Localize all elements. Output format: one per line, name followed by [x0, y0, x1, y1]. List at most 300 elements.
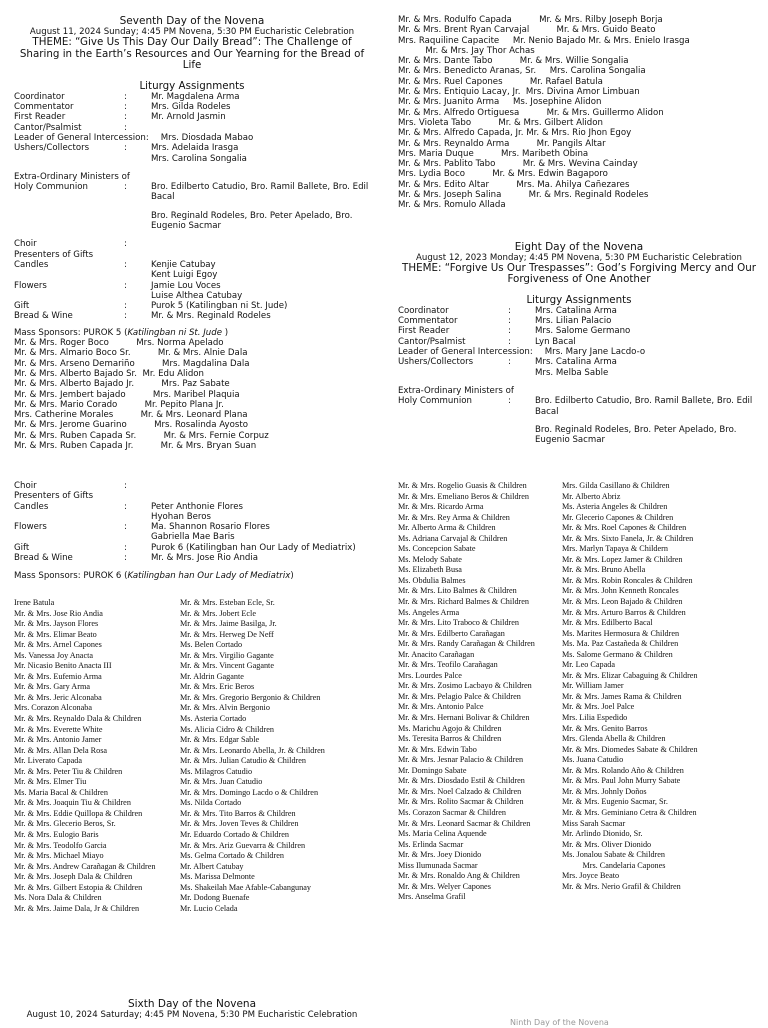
sponsor-item: Mr. & Mrs. Hernani Bolivar & Children [398, 713, 530, 723]
sponsor-item: Mr. & Mrs. Entiquio Lacay, Jr. Mrs. Divina Amor Limbuan [398, 87, 640, 98]
assignment-row [14, 172, 370, 182]
sponsor-item: Mr. & Mrs. Juanito Arma Ms. Josephine Alidon [398, 97, 602, 108]
assignment-colon [124, 532, 151, 542]
assignment-label: Extra-Ordinary Ministers of [14, 171, 130, 182]
assignment-row [398, 347, 760, 357]
sponsor-item: Mrs. Corazon Alconaba [14, 703, 92, 713]
assignment-colon: : [508, 357, 511, 368]
sponsor-item: Mrs. Maria Duque Mrs. Maribeth Obina [398, 148, 589, 159]
sponsor-item: Mr. & Mrs. Edwin Tabo [398, 744, 477, 754]
sponsor-item: Mr. & Mrs. Reynaldo Dala & Children [14, 714, 142, 724]
sponsor-item: Mr. Leo Capada [562, 660, 615, 670]
sponsor-item: Mr. & Mrs. Antonio Jamer [14, 735, 102, 745]
spacer [398, 417, 760, 425]
assignment-value: Kent Luigi Egoy [151, 270, 218, 281]
sponsor-item: Mr. & Mrs. Alberto Bajado Sr. Mr. Edu Alidon [14, 368, 204, 379]
assignment-label: Bread & Wine [14, 553, 73, 564]
assignment-row [14, 301, 370, 311]
sixth-day-title: Sixth Day of the Novena [127, 998, 257, 1010]
assignment-label [14, 512, 124, 522]
sponsor-item: Mr. Liverato Capada [14, 756, 82, 766]
assignment-colon [124, 154, 151, 164]
assignment-label [14, 532, 124, 542]
assignment-label [14, 291, 124, 301]
assignment-colon [93, 250, 120, 260]
sponsor-item: Ms. Belen Cortado [180, 640, 243, 650]
sponsor-item: Mr. & Mrs. Brent Ryan Carvajal Mr. & Mrs. Guido Beato [398, 25, 656, 36]
sponsor-item: Mr. & Mrs. Antonio Palce [398, 702, 484, 712]
sponsor-item: Mr. & Mrs. Welyer Capones [398, 881, 491, 891]
assignment-value: Mr. Arnold Jasmin [151, 112, 226, 123]
assignment-value: Ma. Shannon Rosario Flores [151, 522, 270, 533]
eighth-day-gifts-section [14, 481, 374, 582]
sponsor-item: Mr. & Mrs. Roel Capones & Children [562, 523, 687, 533]
sponsor-item: Mr. & Mrs. Rolito Sacmar & Children [398, 797, 524, 807]
assignment-row [398, 316, 760, 326]
assignment-label: Gift [14, 301, 30, 312]
sponsor-item: Mr. & Mrs. Pablito Tabo Mr. & Mrs. Wevina Cainday [398, 159, 638, 170]
sponsor-item: Mr. & Mrs. Eulogio Baris [14, 830, 99, 840]
sponsor-item: Mr. & Mrs. John Kenneth Roncales [562, 586, 679, 596]
assignment-value: Mrs. Melba Sable [535, 367, 609, 378]
sponsor-item: Mr. & Mrs. Romulo Allada [398, 200, 506, 211]
sponsors-list-left [398, 481, 562, 903]
assignment-value: Mrs. Gilda Rodeles [151, 102, 231, 113]
sixth-day-date: August 10, 2024 Saturday; 4:45 PM Novena, 5:30 PM Eucharistic Celebration [26, 1010, 358, 1020]
sponsor-item: Mr. & Mrs. Elimar Beato [14, 629, 97, 639]
sponsor-item: Mr. Domingo Sabate [398, 765, 467, 775]
assignment-label: Leader of General Intercession: [398, 347, 533, 358]
sponsor-item: Mr. & Mrs. Diomedes Sabate & Children [562, 744, 698, 754]
sponsor-item: Mr. & Mrs. Richard Balmes & Children [398, 597, 529, 607]
assignment-colon [533, 347, 545, 357]
sponsor-item: Mr. Eduardo Cortado & Children [180, 830, 289, 840]
assignment-value: Purok 5 (Katilingban ni St. Jude) [151, 301, 288, 312]
assignment-row [14, 491, 374, 501]
assignment-label: Gift [14, 542, 30, 553]
sponsor-item: Mr. & Mrs. Eugenio Sacmar, Sr. [562, 797, 668, 807]
sponsor-item: Mr. & Mrs. Jaime Basilga, Jr. [180, 619, 277, 629]
sponsor-item: Mr. & Mrs. Juan Catudio [180, 777, 263, 787]
assignment-label [14, 154, 124, 164]
purok6-sponsors-heading: Mass Sponsors: PUROK 6 (Katilingban han Our Lady of Mediatrix) [14, 571, 294, 582]
assignment-label: Holy Communion [14, 182, 88, 193]
assignment-label: Presenters of Gifts [14, 491, 94, 502]
sponsor-item: Mr. & Mrs. Benedicto Aranas, Sr. Mrs. Carolina Songalia [398, 66, 646, 77]
assignment-row [14, 133, 370, 143]
sponsor-item: Mr. & Mrs. Jaime Dala, Jr & Children [14, 903, 140, 913]
sponsor-item: Ms. Corazon Sacmar & Children [398, 807, 507, 817]
sponsor-item: Ms. Vanessa Joy Anacta [14, 650, 93, 660]
assignment-label: Coordinator [14, 91, 65, 102]
assignment-colon: : [124, 280, 127, 291]
assignment-colon: : [124, 112, 127, 123]
assignment-label: First Reader [14, 112, 66, 123]
sponsor-item: Mr. & Mrs. Ruben Capada Sr. Mr. & Mrs. Fernie Corpuz [14, 430, 269, 441]
assignment-value: Mrs. Mary Jane Lacdo-o [544, 347, 646, 358]
sponsor-item: Mr. & Mrs. Lito Balmes & Children [398, 586, 517, 596]
sponsor-item: Mr. & Mrs. Domingo Lacdo o & Children [180, 787, 319, 797]
sponsor-item: Ms. Milagros Catudio [180, 766, 253, 776]
assignment-colon: : [508, 336, 511, 347]
sponsor-item: Mr. & Mrs. Arnel Capones [14, 640, 102, 650]
assignment-value: Mr. Magdalena Arma [151, 91, 240, 102]
sponsor-item: Mr. & Mrs. Jerome Guarino Mrs. Rosalinda Ayosto [14, 420, 248, 431]
purok5-sponsors-heading: Mass Sponsors: PUROK 5 (Katilingban ni St. Jude ) [14, 327, 229, 338]
assignment-row [14, 123, 370, 133]
seventh-day-date: August 11, 2024 Sunday; 4:45 PM Novena, 5:30 PM Eucharistic Celebration [29, 27, 355, 37]
sponsor-item: Mr. & Mrs. Joel Palce [562, 702, 635, 712]
sponsor-item: Ms. Ma. Paz Castañeda & Children [562, 639, 679, 649]
sponsor-item: Mr. & Mrs. Leon Bajado & Children [562, 597, 683, 607]
assignment-label: Flowers [14, 280, 47, 291]
assignment-value: Hyohan Beros [151, 511, 211, 522]
sponsor-item: Mr. & Mrs. Geminiano Cetra & Children [562, 807, 697, 817]
sponsor-item: Mr. & Mrs. Emeliano Beros & Children [398, 491, 529, 501]
seventh-day-liturgy-title: Liturgy Assignments [139, 79, 245, 92]
sponsor-item: Ms. Asteria Angeles & Children [562, 502, 668, 512]
assignment-label [14, 211, 124, 232]
assignment-colon [514, 386, 541, 396]
sponsor-item: Ms. Juana Catudio [562, 755, 624, 765]
sponsor-item: Mr. & Mrs. Mario Corado Mr. Pepito Plana Jr. [14, 399, 224, 410]
assignment-label: Candles [14, 501, 49, 512]
sponsor-item: Ms. Adriana Carvajal & Children [398, 533, 508, 543]
sponsor-item: Mr. & Mrs. Alfredo Ortiguesa Mr. & Mrs. Guillermo Alidon [398, 107, 664, 118]
assignment-row [14, 211, 370, 232]
assignment-colon: : [124, 501, 127, 512]
sponsor-item: Ms. Melody Sabate [398, 554, 462, 564]
sponsor-item: Mrs. Joyce Beato [562, 871, 620, 881]
assignment-colon [124, 512, 151, 522]
assignment-row [14, 112, 370, 122]
assignment-value: Bro. Edilberto Catudio, Bro. Ramil Ballete, Bro. Edil Bacal [535, 396, 753, 417]
sponsor-item: Mrs. Anselma Grafil [398, 892, 466, 902]
sponsor-item: Mr. & Mrs. Nerio Grafil & Children [562, 881, 681, 891]
assignment-colon: : [508, 396, 511, 407]
sixth-day-section [14, 998, 370, 1020]
sponsor-item: Miss Sarah Sacmar [562, 818, 626, 828]
assignment-row [14, 281, 370, 291]
sponsor-item: Mr. & Mrs. Rolando Año & Children [562, 765, 684, 775]
sponsor-item: Mr. & Mrs. Arseno Demariño Mrs. Magdalina Dala [14, 358, 250, 369]
sponsor-item: Ms. Obdulia Balmes [398, 575, 466, 585]
sponsor-item: Mrs. Lilia Espedido [562, 713, 628, 723]
sponsor-item: Mr. & Mrs. Alberto Bajado Jr. Mrs. Paz Sabate [14, 379, 230, 390]
sponsor-item: Mr. & Mrs. Edilberto Carañagan [398, 628, 505, 638]
sponsor-item: Mr. & Mrs. Teodolfo Garcia [14, 840, 107, 850]
sponsor-item: Mr. & Mrs. Bruno Abella [562, 565, 646, 575]
sponsor-item: Mr. & Mrs. Roger Boco Mrs. Norma Apelado [14, 338, 224, 349]
sponsor-item: Mr. & Mrs. Almario Boco Sr. Mr. & Mrs. Alnie Dala [14, 348, 248, 359]
purok6-list-right [180, 598, 380, 914]
assignment-label: Presenters of Gifts [14, 249, 94, 260]
sponsor-item: Ms. Alicia Cidro & Children [180, 724, 274, 734]
sponsor-item: Mr. & Mrs. Herweg De Neff [180, 629, 274, 639]
assignment-value: Lyn Bacal [535, 336, 576, 347]
sponsor-item: Mr. & Mrs. Eufemio Arma [14, 671, 102, 681]
eighth-day-gifts [14, 481, 374, 563]
sponsor-item: Mrs. Gilda Casillano & Children [562, 481, 670, 490]
sponsor-item: Mr. & Mrs. Tito Barros & Children [180, 808, 296, 818]
sponsor-item: Ms. Gelma Cortado & Children [180, 851, 284, 861]
assignment-colon [130, 172, 157, 182]
assignment-colon: : [124, 143, 127, 154]
assignment-label: Leader of General Intercession: [14, 132, 149, 143]
eighth-day-date: August 12, 2023 Monday; 4:45 PM Novena, 5:30 PM Eucharistic Celebration [416, 252, 742, 263]
assignment-row [14, 502, 374, 512]
sponsor-item: Mr. & Mrs. Glecerio Beros, Sr. [14, 819, 116, 829]
sponsors-list-right [562, 481, 762, 892]
assignment-label: Ushers/Collectors [398, 357, 474, 368]
sponsor-item: Ms. Shakeilah Mae Afable-Cabangunay [180, 882, 311, 892]
assignment-value: Kenjie Catubay [151, 259, 216, 270]
purok6-list-left [14, 598, 180, 914]
sponsor-item: Mr. & Mrs. Sixto Fanela, Jr. & Children [562, 533, 694, 543]
assignment-label: Choir [14, 239, 37, 250]
assignment-value: Gabriella Mae Baris [151, 532, 235, 543]
assignment-colon [124, 270, 151, 280]
sponsor-item: Mr. & Mrs. Ronaldo Ang & Children [398, 871, 520, 881]
assignment-colon [508, 425, 535, 446]
sponsor-item: Mr. & Mrs. Michael Miayo [14, 851, 104, 861]
sponsor-item: Mr. & Mrs. James Rama & Children [562, 691, 682, 701]
assignment-row [14, 260, 370, 270]
assignment-label: Candles [14, 259, 49, 270]
sponsor-item: Mr. & Mrs. Alvin Bergonio [180, 703, 270, 713]
assignment-value: Mrs. Carolina Songalia [151, 153, 247, 164]
sponsor-item: Mrs. Catherine Morales Mr. & Mrs. Leonard Plana [14, 410, 248, 421]
sponsor-item: Mrs. Lourdes Palce [398, 670, 462, 680]
sponsor-item: Ms. Nilda Cortado [180, 798, 242, 808]
seventh-day-title: Seventh Day of the Novena [119, 15, 265, 27]
assignment-label: Commentator [398, 316, 458, 327]
assignment-row [14, 481, 374, 491]
assignment-colon: : [124, 311, 127, 322]
sponsor-item: Mr. & Mrs. Randy Carañagan & Children [398, 639, 535, 649]
sponsor-item: Mr. & Mrs. Paul John Murry Sabate [562, 776, 681, 786]
sponsor-item: Mr. Anacito Carañagan [398, 649, 475, 659]
assignment-row [14, 182, 370, 203]
assignment-row [14, 291, 370, 301]
spacer [14, 164, 370, 172]
sponsor-item: Ms. Salome Germano & Children [562, 649, 673, 659]
sponsor-item: Mr. & Mrs. Vincent Gagante [180, 661, 274, 671]
right-top-section [398, 15, 760, 453]
assignment-colon [93, 491, 120, 501]
sponsor-item: Mr. Aldrin Gagante [180, 671, 244, 681]
assignment-label: Coordinator [398, 305, 449, 316]
assignment-row [14, 522, 374, 532]
sponsor-item: Mr. & Mrs. Johnly Doños [562, 786, 647, 796]
sponsor-item: Mr. & Mrs. Jobert Ecle [180, 608, 256, 618]
assignment-value: Bro. Reginald Rodeles, Bro. Peter Apelado, Bro. Eugenio Sacmar [151, 210, 353, 232]
sponsor-item: Mr. Glecerio Capones & Children [562, 512, 674, 522]
assignment-value: Mrs. Diosdada Mabao [160, 132, 254, 143]
assignment-label [398, 425, 508, 446]
sponsor-item: Mr. Lucio Celada [180, 903, 238, 913]
sponsor-item: Mr. & Mrs. Gary Arma [14, 682, 90, 692]
assignment-colon: : [124, 102, 127, 113]
sponsor-item: Mr. & Mrs. Ruel Capones Mr. Rafael Batula [398, 76, 603, 87]
sponsor-item: Mr. & Mrs. Elizar Cabaguing & Children [562, 670, 698, 680]
assignment-colon: : [124, 522, 127, 533]
spacer [398, 445, 760, 453]
sponsor-item: Mr. & Mrs. Oliver Dionido [562, 839, 652, 849]
sponsor-item: Mrs. Lydia Boco Mr. & Mrs. Edwin Bagaporo [398, 169, 608, 180]
sponsor-item: Ms. Asteria Cortado [180, 714, 247, 724]
sponsor-item: Mr. Nicasio Benito Anacta III [14, 661, 112, 671]
assignment-colon: : [124, 91, 127, 102]
sponsor-item: Mr. & Mrs. Leonardo Abella, Jr. & Children [180, 745, 325, 755]
assignment-label: Choir [14, 481, 37, 491]
sponsor-item: Mr. & Mrs. Jayson Flores [14, 619, 99, 629]
sponsor-item: Mr. & Mrs. Lopez Jamer & Children [562, 554, 683, 564]
spacer [14, 203, 370, 211]
sponsor-item: Mr. & Mrs. Edito Altar Mrs. Ma. Ahilya Cañezares [398, 179, 630, 190]
sponsor-item: Mr. & Mrs. Eddie Quillopa & Children [14, 808, 143, 818]
assignment-label: Commentator [14, 102, 74, 113]
assignment-row [14, 512, 374, 522]
assignment-label: Holy Communion [398, 396, 472, 407]
sponsor-item: Mr. & Mrs. Peter Tiu & Children [14, 766, 123, 776]
sponsor-item: Mr. & Mrs. Ruben Capada Jr. Mr. & Mrs. Bryan Suan [14, 440, 257, 451]
assignment-colon [124, 211, 151, 232]
assignment-row [398, 425, 760, 446]
assignment-value: Mrs. Salome Germano [535, 326, 631, 337]
assignment-value: Mr. & Mrs. Reginald Rodeles [151, 311, 271, 322]
assignment-label: First Reader [398, 326, 450, 337]
sponsor-item: Mr. & Mrs. Rodulfo Capada Mr. & Mrs. Rilby Joseph Borja [398, 15, 663, 25]
sponsor-item: Mr. William Jamer [562, 681, 624, 691]
sponsor-item: Ms. Concepcion Sabate [398, 544, 476, 554]
assignment-colon [508, 368, 535, 378]
sponsor-item: Mr. & Mrs. Edilberto Bacal [562, 618, 653, 628]
eighth-day-liturgy-title: Liturgy Assignments [526, 293, 632, 306]
sponsor-item: Mr. & Mrs. Allan Dela Rosa [14, 745, 108, 755]
assignment-colon: : [124, 239, 127, 250]
sponsor-item: Mr. & Mrs. Lito Traboco & Children [398, 618, 519, 628]
sponsor-item: Ms. Marites Hermosura & Children [562, 628, 680, 638]
sponsor-item: Mr. & Mrs. Joey Dionido [398, 850, 482, 860]
sponsor-item: Mr. & Mrs. Jay Thor Achas [398, 45, 535, 56]
sponsor-item: Mr. & Mrs. Gilbert Estopia & Children [14, 882, 143, 892]
sponsor-item: Irene Batula [14, 598, 55, 607]
seventh-day-section [14, 15, 370, 451]
sponsor-item: Mr. & Mrs. Arturo Barros & Children [562, 607, 686, 617]
sponsor-item: Mr. & Mrs. Pelagio Palce & Children [398, 691, 521, 701]
sponsor-item: Ms. Teresita Barros & Children [398, 734, 502, 744]
assignment-value: Jamie Lou Voces [151, 280, 221, 291]
sponsor-item: Mr. & Mrs. Reynaldo Arma Mr. Pangils Altar [398, 138, 606, 149]
sponsor-item: Ms. Jonalou Sabate & Children [562, 850, 666, 860]
sponsor-item: Mr. Alberto Arma & Children [398, 523, 496, 533]
assignment-row [14, 543, 374, 553]
assignment-colon [149, 133, 161, 143]
assignment-label: Bread & Wine [14, 311, 73, 322]
assignment-colon: : [124, 553, 127, 564]
assignment-colon: : [508, 326, 511, 337]
sponsor-item: Mr. & Mrs. Alfredo Capada, Jr. Mr. & Mrs. Rio Jhon Egoy [398, 128, 632, 139]
seventh-day-assignments [14, 92, 370, 322]
sponsor-item: Mrs. Marlyn Tapaya & Childern [562, 544, 668, 554]
sponsor-item: Mr. & Mrs. Zosimo Lacbayo & Children [398, 681, 532, 691]
sponsor-item: Ms. Elizabeth Busa [398, 565, 462, 575]
assignment-row [398, 396, 760, 417]
sponsor-item: Mr. & Mrs. Jose Rio Andia [14, 608, 103, 618]
assignment-value: Mr. & Mrs. Jose Rio Andia [151, 553, 259, 564]
assignment-row [14, 311, 370, 321]
assignment-colon: : [124, 301, 127, 312]
assignment-row [398, 357, 760, 367]
assignment-label: Extra-Ordinary Ministers of [398, 385, 514, 396]
sponsor-item: Ms. Maria Bacal & Children [14, 787, 108, 797]
assignment-colon: : [124, 259, 127, 270]
sponsor-item: Ms. Angeles Arma [398, 607, 460, 617]
assignment-row [14, 270, 370, 280]
sponsor-item: Mr. & Mrs. Diosdado Estil & Children [398, 776, 525, 786]
sponsor-item: Mr. & Mrs. Esteban Ecle, Sr. [180, 598, 275, 607]
sponsor-item: Mr. & Mrs. Everette White [14, 724, 103, 734]
assignment-colon [124, 291, 151, 301]
sponsor-item: Mr. & Mrs. Gregorio Bergonio & Children [180, 692, 321, 702]
sponsor-item: Mr. & Mrs. Ricardo Arma [398, 502, 484, 512]
assignment-row [398, 386, 760, 396]
sponsor-item: Mrs. Glenda Abella & Children [562, 734, 666, 744]
sponsor-item: Mr. & Mrs. Joven Teves & Children [180, 819, 299, 829]
purok5-sponsors-list [14, 338, 370, 451]
assignment-colon: : [124, 182, 127, 193]
sponsor-item: Mr. & Mrs. Joseph Dala & Children [14, 872, 133, 882]
assignment-row [14, 154, 370, 164]
sponsor-item: Mr. Dodong Buenafe [180, 893, 250, 903]
sponsor-item: Mrs. Raquiline Capacite Mr. Nenio Bajado Mr. & Mrs. Enielo Irasga [398, 35, 690, 46]
assignment-value: Mrs. Lilian Palacio [535, 316, 612, 327]
sponsor-item: Ms. Nora Dala & Children [14, 893, 102, 903]
sponsor-item: Mr. & Mrs. Robin Roncales & Children [562, 575, 693, 585]
assignment-row [398, 306, 760, 316]
sponsor-item: Mr. & Mrs. Rogelio Guasis & Children [398, 481, 527, 490]
right-top-sponsors-list [398, 15, 760, 211]
assignment-row [14, 532, 374, 542]
sponsor-item: Mr. Alberto Abriz [562, 491, 621, 501]
sponsor-item: Mr. & Mrs. Jesnar Palacio & Children [398, 755, 524, 765]
assignment-row [398, 368, 760, 378]
sponsor-item: Mr. & Mrs. Noel Calzado & Children [398, 786, 522, 796]
sponsor-item: Mr. & Mrs. Ariz Guevarra & Children [180, 840, 306, 850]
assignment-colon: : [124, 122, 127, 133]
assignment-value: Mrs. Adelaida Irasga [151, 143, 239, 154]
assignment-value: Purok 6 (Katilingban han Our Lady of Mediatrix) [151, 542, 356, 553]
sponsor-item: Mr. & Mrs. Julian Catudio & Children [180, 756, 306, 766]
sponsor-item: Mrs. Violeta Tabo Mr. & Mrs. Gilbert Alidon [398, 117, 603, 128]
sponsor-item: Ms. Marissa Delmonte [180, 872, 255, 882]
sponsor-item: Mr. & Mrs. Teofilo Carañagan [398, 660, 498, 670]
sponsor-item: Mr. & Mrs. Virgilio Gagante [180, 650, 274, 660]
assignment-colon: : [124, 481, 127, 491]
assignment-label [14, 270, 124, 280]
assignment-row [398, 337, 760, 347]
assignment-row [398, 326, 760, 336]
sponsor-item: Mr. & Mrs. Edgar Sable [180, 735, 260, 745]
assignment-label: Cantor/Psalmist [398, 336, 466, 347]
sponsor-item: Ms. Marichu Agojo & Children [398, 723, 502, 733]
sponsor-item: Mr. Arlindo Dionido, Sr. [562, 829, 643, 839]
assignment-value: Bro. Reginald Rodeles, Bro. Peter Apelado, Bro. Eugenio Sacmar [535, 424, 737, 446]
assignment-label: Cantor/Psalmist [14, 122, 82, 133]
sponsor-item: Ms. Maria Celina Aquende [398, 829, 487, 839]
assignment-value: Mrs. Catalina Arma [535, 305, 617, 316]
